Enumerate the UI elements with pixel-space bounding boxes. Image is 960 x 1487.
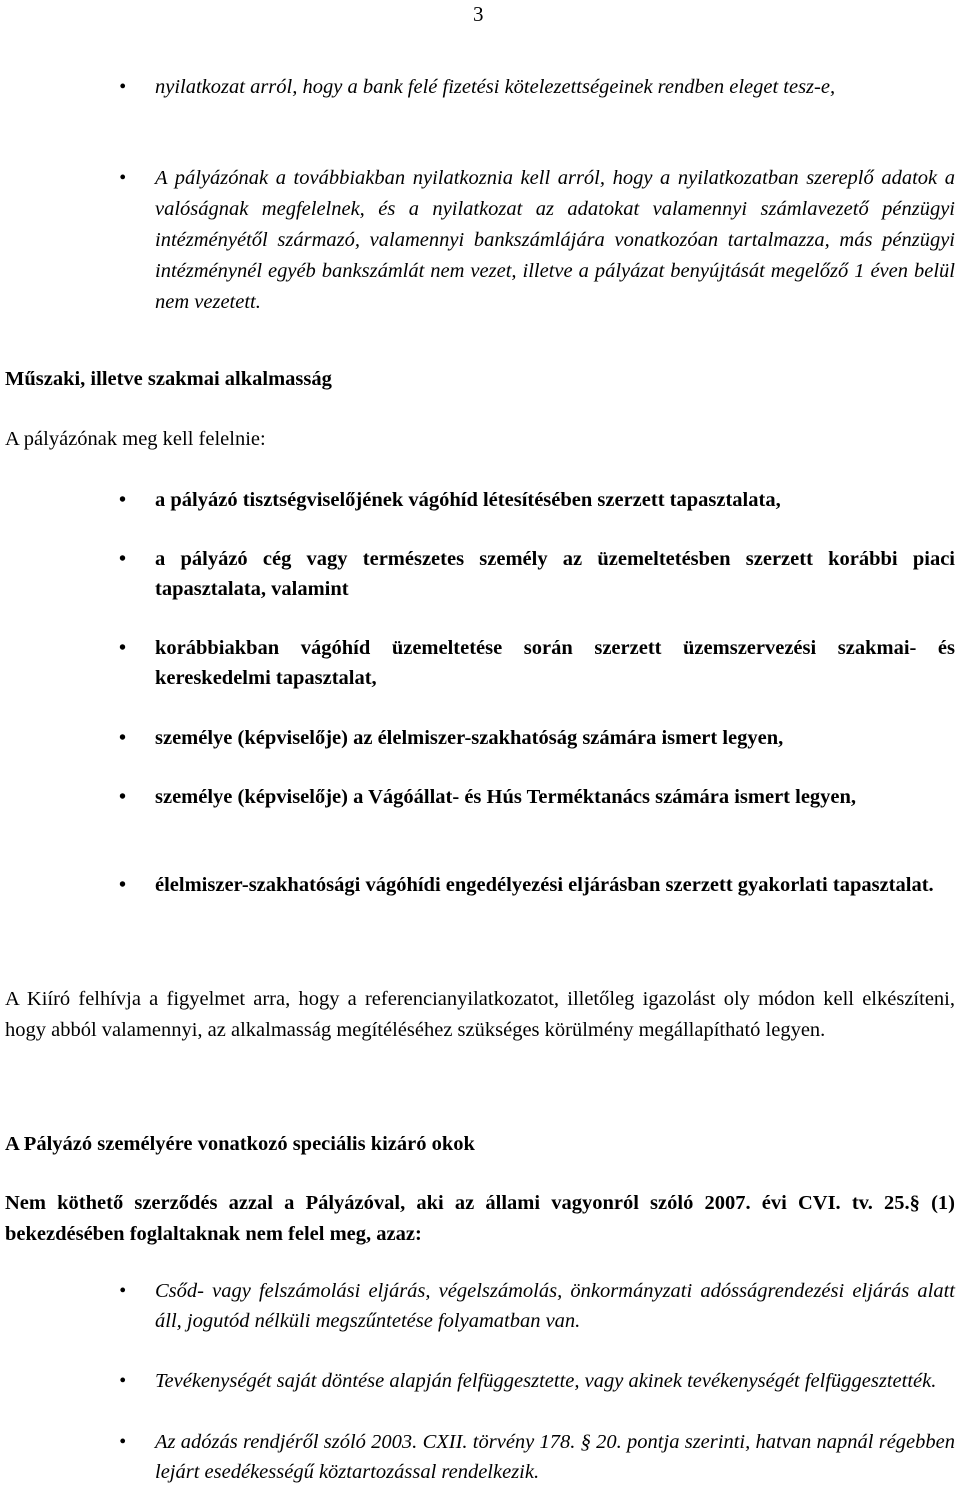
list-item: • A pályázónak a továbbiakban nyilatkoznia kell arról, hogy a nyilatkozatban szereplő adatok a valóságnak megfelelnek, és a nyilatkozat az adatokat valamennyi számlavezető pénzügyi intézményétől származó, valamennyi bankszámlájára vonatkozóan tartalmazza, más pénzügyi intézménynél egyéb bankszámlát nem vezet, illetve a pályázat benyújtását megelőző 1 éven belül nem vezetett. <box>155 163 955 318</box>
list-item: • Csőd- vagy felszámolási eljárás, végelszámolás, önkormányzati adósságrendezési eljárás alatt áll, jogutód nélküli megszűntetése folyamatban van. <box>155 1276 955 1336</box>
technical-section-heading: Műszaki, illetve szakmai alkalmasság <box>5 368 332 390</box>
list-item: • nyilatkozat arról, hogy a bank felé fizetési kötelezettségeinek rendben eleget tesz-e, <box>155 72 955 102</box>
exclusion-section-heading: A Pályázó személyére vonatkozó speciális kizáró okok <box>5 1133 475 1155</box>
page-number: 3 <box>473 2 484 26</box>
list-item: • élelmiszer-szakhatósági vágóhídi engedélyezési eljárásban szerzett gyakorlati tapasztalat. <box>155 870 955 900</box>
list-item: • a pályázó tisztségviselőjének vágóhíd létesítésében szerzett tapasztalata, <box>155 485 955 515</box>
list-item: • személye (képviselője) a Vágóállat- és Hús Terméktanács számára ismert legyen, <box>155 782 955 812</box>
technical-section-intro: A pályázónak meg kell felelnie: <box>5 428 266 450</box>
exclusion-section-intro: Nem köthető szerződés azzal a Pályázóval, aki az állami vagyonról szóló 2007. évi CVI. tv. 25.§ (1) bekezdésében foglaltaknak nem felel meg, azaz: <box>5 1192 955 1245</box>
list-item: • Az adózás rendjéről szóló 2003. CXII. törvény 178. § 20. pontja szerinti, hatvan napnál régebben lejárt esedékességű köztartozással rendelkezik. <box>155 1427 955 1487</box>
notice-paragraph: A Kiíró felhívja a figyelmet arra, hogy a referencianyilatkozatot, illetőleg igazolást oly módon kell elkészíteni, hogy abból valamennyi, az alkalmasság megítéléséhez szükséges körülmény megállapítható legyen. <box>5 988 955 1041</box>
list-item: • Tevékenységét saját döntése alapján felfüggesztette, vagy akinek tevékenységét felfüggesztették. <box>155 1366 955 1396</box>
list-item: • korábbiakban vágóhíd üzemeltetése során szerzett üzemszervezési szakmai- és kereskedelmi tapasztalat, <box>155 633 955 693</box>
list-item: • személye (képviselője) az élelmiszer-szakhatóság számára ismert legyen, <box>155 723 955 753</box>
list-item: • a pályázó cég vagy természetes személy az üzemeltetésben szerzett korábbi piaci tapasztalata, valamint <box>155 544 955 604</box>
